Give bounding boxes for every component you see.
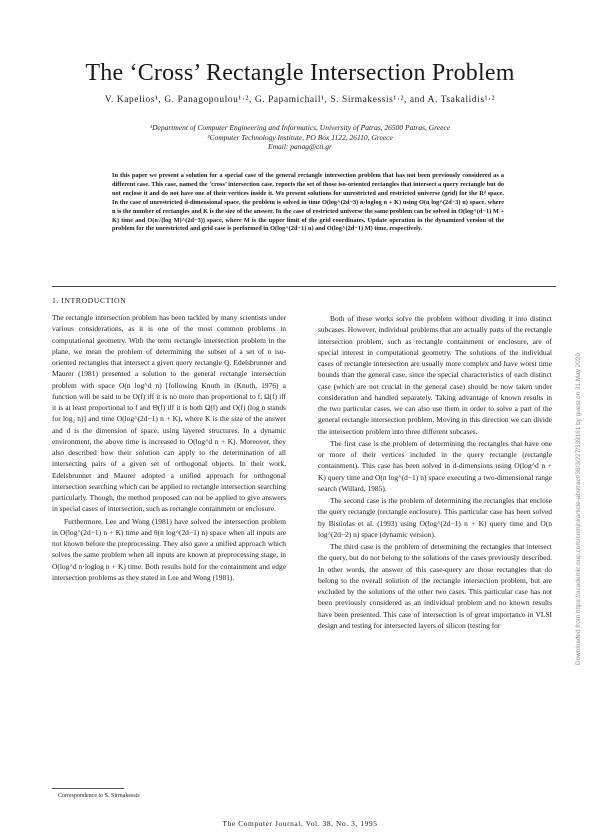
watermark-text: Downloaded from https://academic.oup.com/comjnl/article-abstract/38/3/227/339161 by guest on 31 May 2020 (575, 353, 582, 665)
paragraph: Furthermore, Lee and Wong (1981) have solved the intersection problem in O(log^(2d−1) n + K) time and θ(n log^(2d−1) n) space when all inputs are not known before the preprocessing. They also gave a unified approach which solves the same problem when all inputs are known at preprocessing stage, in O(log^d n·loglog n + K) time. Both results hold for the containment and edge intersection problems as they stated in Lee and Wong (1981). (52, 516, 286, 582)
affiliation-2: ²Computer Technology Institute, PO Box 1122, 26110, Greece (207, 132, 393, 142)
paragraph: Both of these works solve the problem without dividing it into distinct subcases. However, individual problems that are actually parts of the rectangle intersection problem, such as rectangle containment or enclosure, are of special interest in computational geometry. The solutions of the individual cases of rectangle intersection are usually more complex and have worst time bounds than the general case, since the special characteristics of each distinct case (which are not crucial in the general case) should be now taken under consideration and handled separately. Taking advantage of known results in the two particular cases, we can also use them in order to solve a part of the general rectangle intersection problem. Moving in this direction we can divide the intersection problem into three different subcases. (318, 314, 552, 436)
paragraph: The first case is the problem of determining the rectangles that have one or more of their vertices included in the query rectangle (rectangle containment). This case has been solved in d-dimensions using O(log^d n + K) query time and O(n log^(d−1) n) space executing a two-dimensional range search (Willard, 1985). (318, 438, 552, 493)
section-heading: 1. INTRODUCTION (52, 296, 127, 305)
abstract: In this paper we present a solution for a special case of the general rectangle intersection problem that has not been previously considered as a different case. This case, named the ‘cross’ intersection case, reports the set of those iso-oriented rectangles that intersect a query rectangle but do not enclose it and do not have one of their vertices inside it. We present solutions for unrestricted and restricted universe (grid) for the Rᵈ space. In the case of unrestricted d-dimensional space, the problem is solved in time O(log^(2d−3) n·loglog n + K) using O(n log^(2d−3) n) space, where n is the number of rectangles and K is the size of the answer. In the case of restricted universe the same problem can be solved in O(log^(d−1) M + K) time and O(n√(log M)^(2d−3)) space, where M is the upper limit of the grid coordinates. Update operation in the dynamized version of the problem for the unrestricted and grid case is performed in O(log^(2d−1) n) and O(log^(2d−1) M) time, respectively. (112, 172, 504, 233)
section-divider (52, 286, 556, 287)
right-column (318, 312, 552, 631)
paragraph: The second case is the problem of determining the rectangles that enclose the query rectangle (rectangle enclosure). This particular case has been solved by Bistiolas et al. (1993) using O(log^(2d−1) n + K) query time and O(n log^(2d−2) n) space (dynamic version). (318, 496, 552, 539)
paper-title: The ‘Cross’ Rectangle Intersection Problem (85, 60, 515, 86)
correspondence-footnote: Correspondence to S. Sirmakessis (58, 793, 140, 799)
download-watermark (575, 205, 589, 665)
running-footer: The Computer Journal, Vol. 38, No. 3, 1995 (222, 819, 378, 828)
paragraph: The rectangle intersection problem has been tackled by many scientists under various considerations, as it is one of the most common problems in computational geometry. With the term rectangle intersection problem in the plane, we mean the problem of determining the subset of a set of n iso-oriented rectangles that intersect a given query rectangle Q. Edelsbrunner and Maurer (1981) presented a solution to the general rectangle intersection problem with space O(n log^d n) [following Knuth in (Knuth, 1976) a function will be said to be O(f) iff it is no more than proportional to f, Ω(f) iff it is at least proportional to f and Θ(f) iff it is both Ω(f) and O(f) (log n stands for log₂ n)] and time O(log^(2d−1) n + K), where K is the size of the answer and d is the dimension of space, using layered structures. In a dynamic environment, the above time is increased to O(log^d n + K). Moreover, they also described how their solution can apply to the determination of all intersecting pairs of a given set of orthogonal objects. In their work, Edelsbrunner and Maurer adopted a unified approach for orthogonal intersection searching which can be applied to rectangle intersection searching particularly. Though, the method proposed can not be applied to give answers in special cases of intersection, such as rectangle containment or enclosure. (52, 313, 286, 514)
footnote-rule (52, 788, 124, 789)
affiliation-1: ¹Department of Computer Engineering and Informatics, University of Patras, 26500 Patras, Greece (149, 123, 451, 132)
paragraph: The third case is the problem of determining the rectangles that intersect the query, but do not belong to the solutions of the cases previously described. In other words, the answer of this case-query are those rectangles that do belong to the overall solution of the rectangle intersection problem, but are excluded by the solutions of the other two cases. This particular case has not been previously considered as an individual problem and no known results have been presented. This case of intersection is of great importance in VLSI design and testing for intersected layers of silicon (testing for (318, 542, 552, 630)
left-column (52, 312, 286, 583)
contact-email[interactable]: Email: panag@cti.gr (268, 142, 332, 152)
author-list: V. Kapelios¹, G. Panagopoulou¹·², G. Papamichail¹, S. Sirmakessis¹·², and A. Tsakalidis¹·² (104, 95, 496, 105)
affiliations (40, 123, 560, 152)
